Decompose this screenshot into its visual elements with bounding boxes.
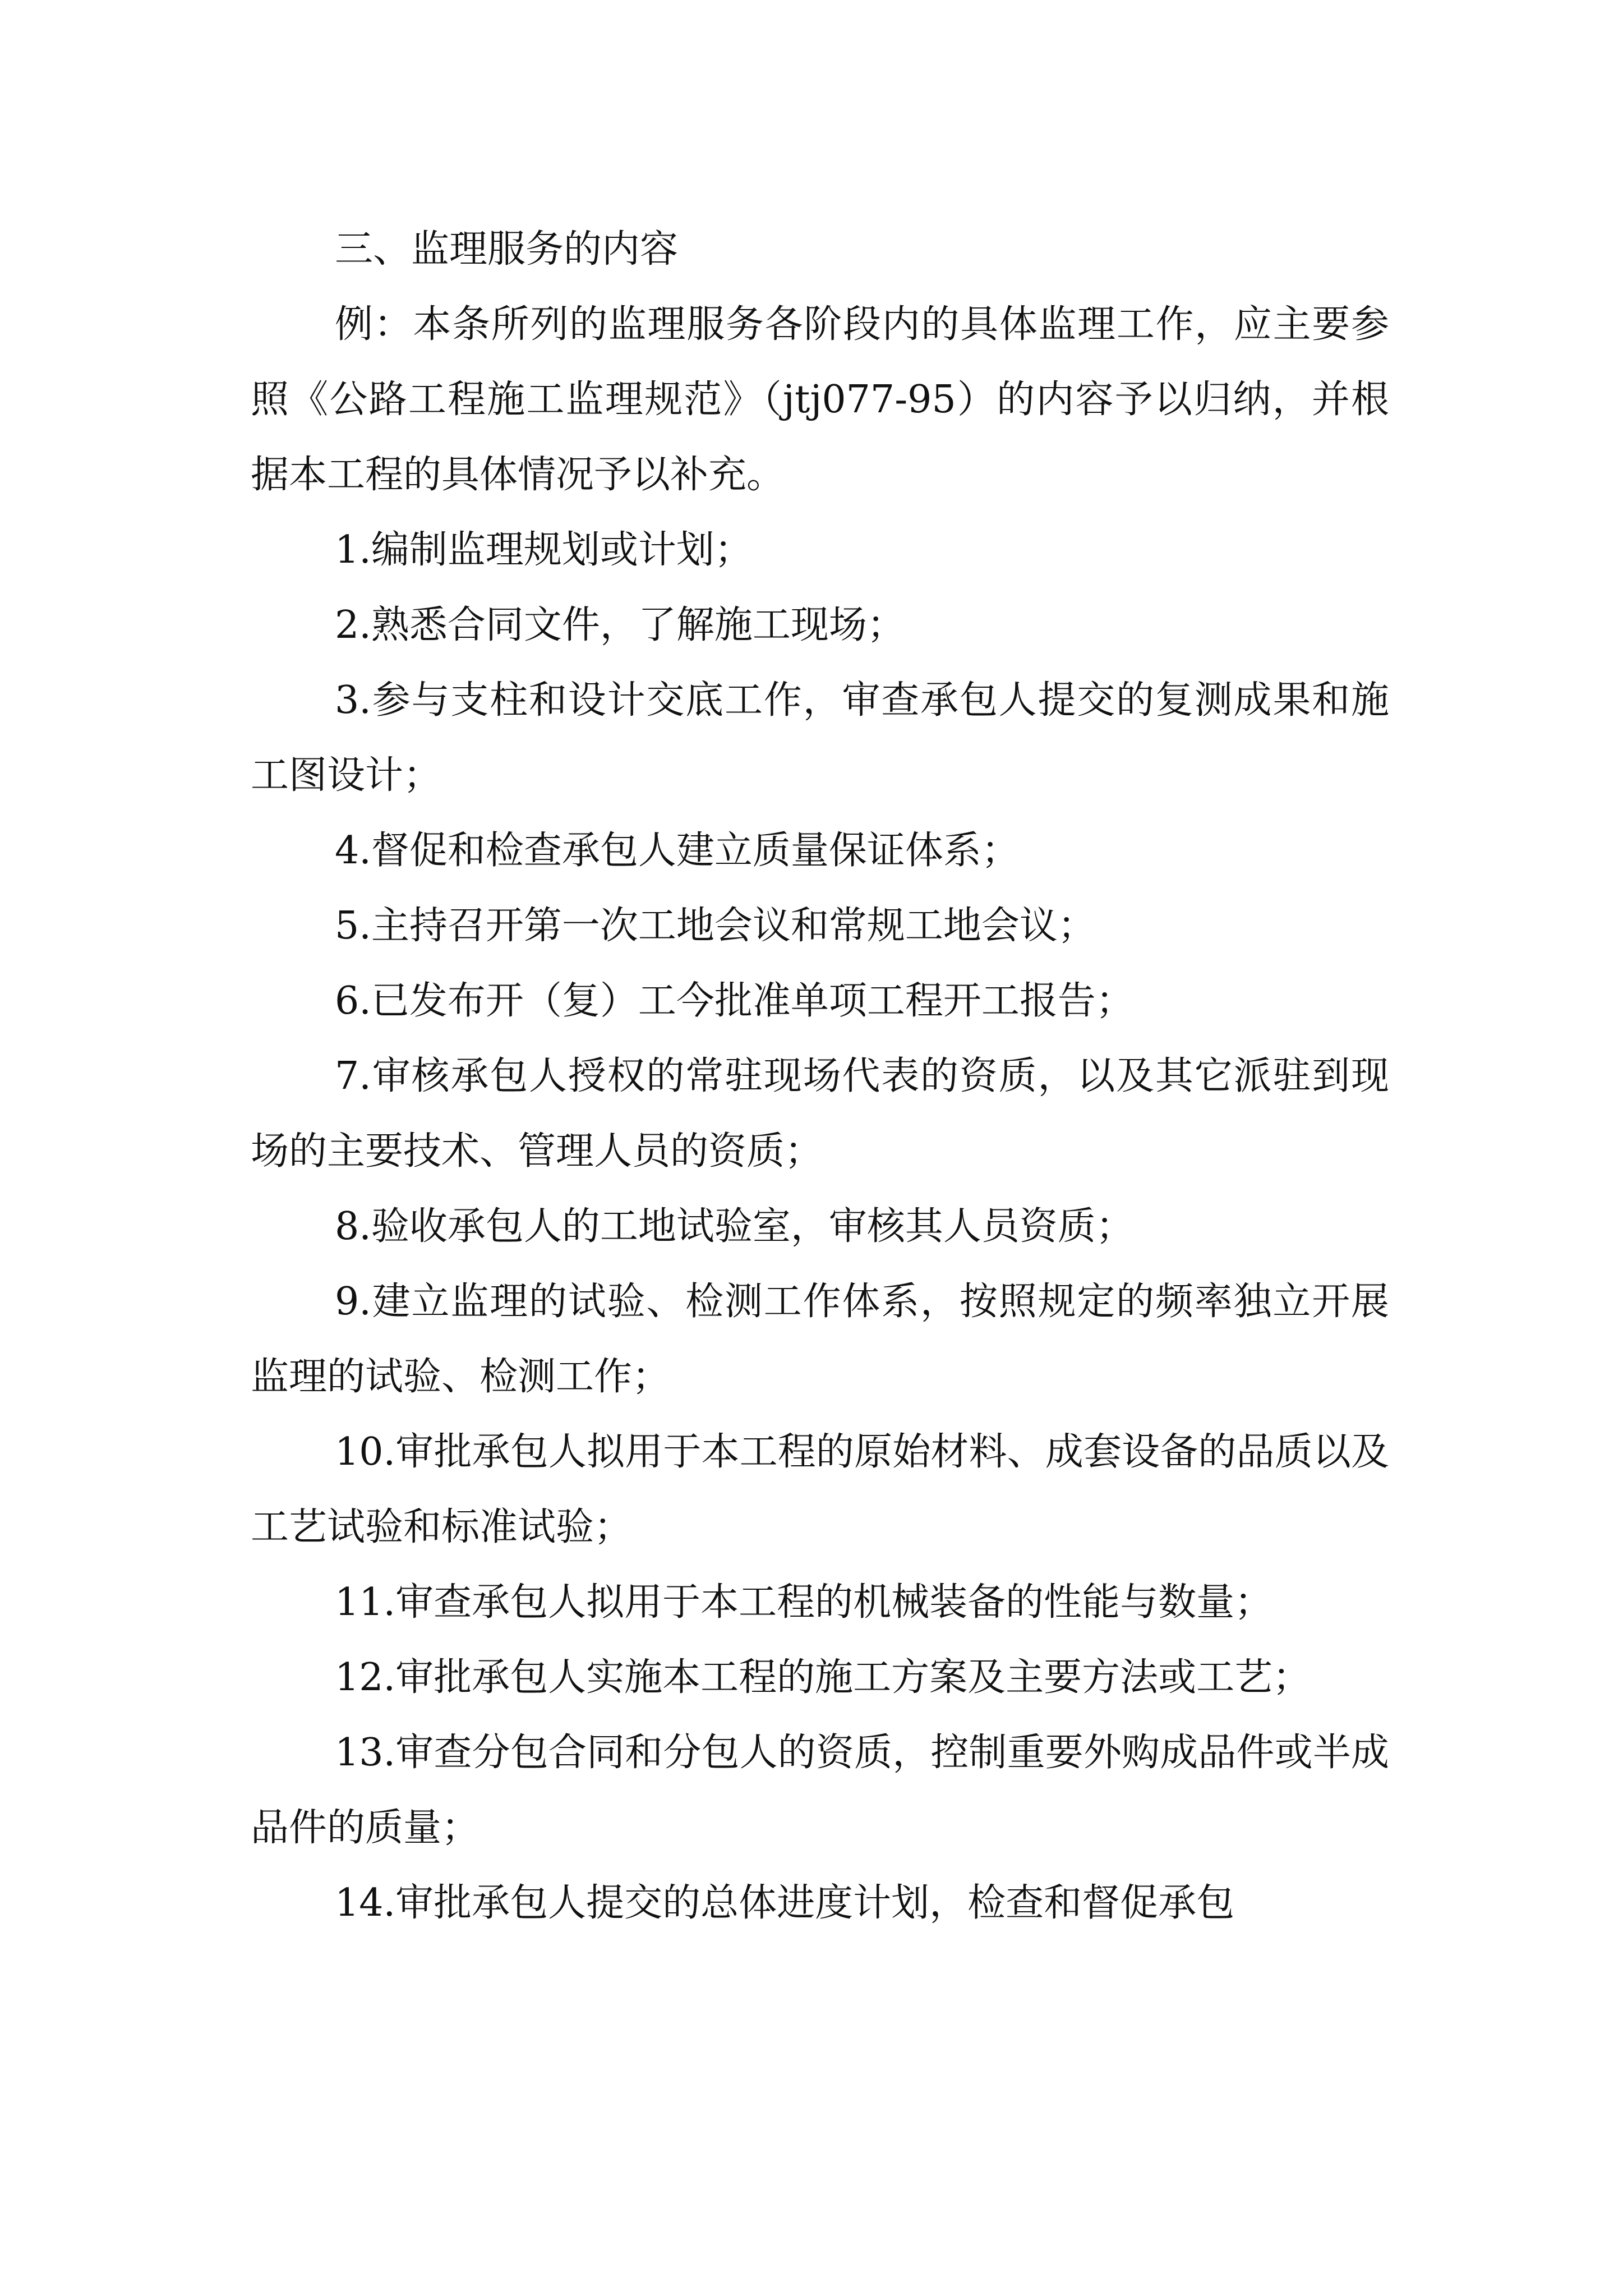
list-item-12: 12.审批承包人实施本工程的施工方案及主要方法或工艺； xyxy=(335,1655,1311,1700)
list-item-10: 10.审批承包人拟用于本工程的原始材料、成套设备的品质以及工艺试验和标准试验； xyxy=(251,1430,1389,1549)
list-item-5: 5.主持召开第一次工地会议和常规工地会议； xyxy=(335,904,1096,948)
document-body xyxy=(251,212,1389,1941)
list-item-8: 8.验收承包人的工地试验室，审核其人员资质； xyxy=(335,1204,1134,1249)
list-item-9: 9.建立监理的试验、检测工作体系，按照规定的频率独立开展监理的试验、检测工作； xyxy=(251,1280,1389,1399)
list-item-13: 13.审查分包合同和分包人的资质，控制重要外购成品件或半成品件的质量； xyxy=(251,1731,1389,1850)
list-item-14: 14.审批承包人提交的总体进度计划，检查和督促承包 xyxy=(335,1881,1235,1925)
intro-paragraph: 例：本条所列的监理服务各阶段内的具体监理工作，应主要参照《公路工程施工监理规范》（jtj077-95）的内容予以归纳，并根据本工程的具体情况予以补充。 xyxy=(251,302,1389,497)
list-item-4: 4.督促和检查承包人建立质量保证体系； xyxy=(335,829,1020,873)
list-item-11: 11.审查承包人拟用于本工程的机械装备的性能与数量； xyxy=(335,1580,1273,1625)
list-item-2: 2.熟悉合同文件，了解施工现场； xyxy=(335,603,905,647)
list-item-6: 6.已发布开（复）工今批准单项工程开工报告； xyxy=(335,979,1134,1023)
section-heading: 三、监理服务的内容 xyxy=(335,227,679,272)
list-item-1: 1.编制监理规划或计划； xyxy=(335,528,753,572)
list-item-7: 7.审核承包人授权的常驻现场代表的资质，以及其它派驻到现场的主要技术、管理人员的资质； xyxy=(251,1054,1389,1174)
list-item-3: 3.参与支柱和设计交底工作，审查承包人提交的复测成果和施工图设计； xyxy=(251,678,1389,798)
